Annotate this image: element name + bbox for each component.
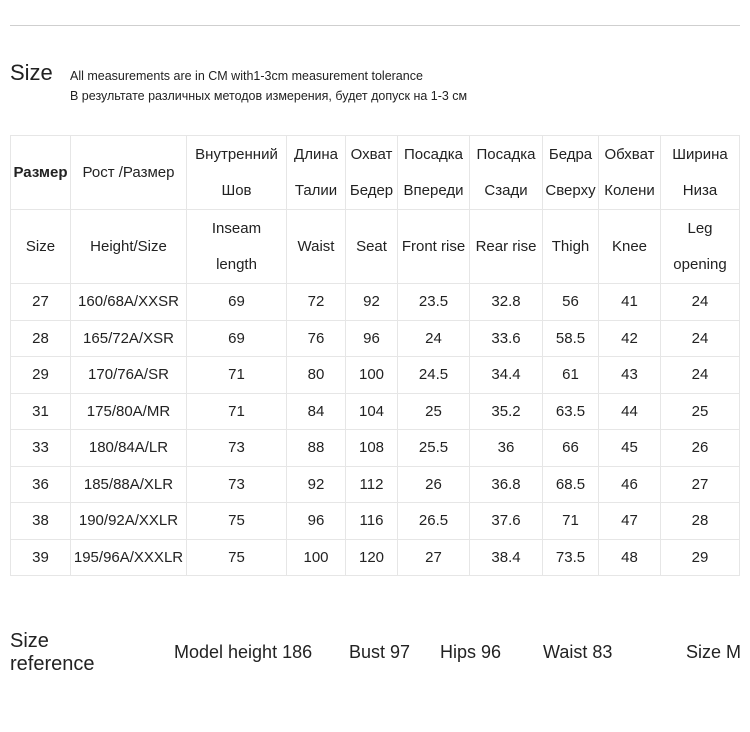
table-cell: 69 xyxy=(187,320,287,357)
table-cell: 44 xyxy=(599,393,661,430)
table-cell: 38.4 xyxy=(470,539,543,576)
table-cell: 28 xyxy=(11,320,71,357)
table-cell: 73 xyxy=(187,466,287,503)
header-cell: Размер xyxy=(11,136,71,210)
header-cell: Inseam length xyxy=(187,210,287,284)
table-cell: 36 xyxy=(470,430,543,467)
table-cell: 34.4 xyxy=(470,357,543,394)
table-cell: 35.2 xyxy=(470,393,543,430)
table-row xyxy=(11,430,740,467)
table-cell: 28 xyxy=(661,503,740,540)
table-cell: 96 xyxy=(287,503,346,540)
header-cell: Внутренний Шов xyxy=(187,136,287,210)
table-cell: 160/68A/XXSR xyxy=(71,284,187,321)
table-cell: 112 xyxy=(346,466,398,503)
table-cell: 43 xyxy=(599,357,661,394)
table-cell: 100 xyxy=(346,357,398,394)
table-row xyxy=(11,539,740,576)
table-cell: 26 xyxy=(661,430,740,467)
table-cell: 36.8 xyxy=(470,466,543,503)
table-cell: 37.6 xyxy=(470,503,543,540)
header-cell: Height/Size xyxy=(71,210,187,284)
table-cell: 71 xyxy=(187,357,287,394)
table-cell: 175/80A/MR xyxy=(71,393,187,430)
table-cell: 36 xyxy=(11,466,71,503)
table-cell: 72 xyxy=(287,284,346,321)
header-cell: Длина Талии xyxy=(287,136,346,210)
table-cell: 41 xyxy=(599,284,661,321)
table-row xyxy=(11,466,740,503)
header-cell: Rear rise xyxy=(470,210,543,284)
header-cell: Front rise xyxy=(398,210,470,284)
header-cell: Посадка Сзади xyxy=(470,136,543,210)
table-cell: 46 xyxy=(599,466,661,503)
page-title: Size xyxy=(10,60,53,85)
header-cell: Seat xyxy=(346,210,398,284)
header-cell: Leg opening xyxy=(661,210,740,284)
model-size: Size M xyxy=(686,642,742,662)
table-cell: 48 xyxy=(599,539,661,576)
table-cell: 66 xyxy=(543,430,599,467)
table-cell: 39 xyxy=(11,539,71,576)
header-cell: Size xyxy=(11,210,71,284)
table-cell: 73 xyxy=(187,430,287,467)
table-cell: 190/92A/XXLR xyxy=(71,503,187,540)
table-cell: 24 xyxy=(661,320,740,357)
table-cell: 45 xyxy=(599,430,661,467)
model-bust: Bust 97 xyxy=(349,642,411,662)
table-row xyxy=(11,320,740,357)
header-cell: Knee xyxy=(599,210,661,284)
header-cell: Обхват Колени xyxy=(599,136,661,210)
model-waist: Waist 83 xyxy=(543,642,613,662)
header-cell: Waist xyxy=(287,210,346,284)
table-cell: 26.5 xyxy=(398,503,470,540)
table-cell: 27 xyxy=(11,284,71,321)
table-cell: 108 xyxy=(346,430,398,467)
table-cell: 68.5 xyxy=(543,466,599,503)
table-cell: 33 xyxy=(11,430,71,467)
model-hips: Hips 96 xyxy=(440,642,502,662)
header-cell: Рост /Размер xyxy=(71,136,187,210)
table-cell: 92 xyxy=(346,284,398,321)
table-cell: 31 xyxy=(11,393,71,430)
table-cell: 25 xyxy=(398,393,470,430)
table-cell: 71 xyxy=(187,393,287,430)
table-cell: 116 xyxy=(346,503,398,540)
table-cell: 25 xyxy=(661,393,740,430)
table-cell: 61 xyxy=(543,357,599,394)
table-cell: 24 xyxy=(661,357,740,394)
table-cell: 75 xyxy=(187,539,287,576)
table-cell: 32.8 xyxy=(470,284,543,321)
table-cell: 24 xyxy=(398,320,470,357)
table-cell: 84 xyxy=(287,393,346,430)
tolerance-note-ru: В результате различных методов измерения, будет допуск на 1-3 см xyxy=(70,89,468,103)
table-cell: 26 xyxy=(398,466,470,503)
table-cell: 185/88A/XLR xyxy=(71,466,187,503)
table-cell: 24 xyxy=(661,284,740,321)
table-row xyxy=(11,393,740,430)
table-cell: 29 xyxy=(661,539,740,576)
table-row xyxy=(11,284,740,321)
table-cell: 38 xyxy=(11,503,71,540)
table-cell: 170/76A/SR xyxy=(71,357,187,394)
table-cell: 56 xyxy=(543,284,599,321)
table-cell: 63.5 xyxy=(543,393,599,430)
table-cell: 24.5 xyxy=(398,357,470,394)
table-cell: 25.5 xyxy=(398,430,470,467)
table-cell: 29 xyxy=(11,357,71,394)
table-cell: 100 xyxy=(287,539,346,576)
table-cell: 104 xyxy=(346,393,398,430)
table-cell: 92 xyxy=(287,466,346,503)
header-cell: Thigh xyxy=(543,210,599,284)
table-cell: 96 xyxy=(346,320,398,357)
table-cell: 88 xyxy=(287,430,346,467)
header-row-ru xyxy=(11,136,740,210)
tolerance-note-en: All measurements are in CM with1-3cm measurement tolerance xyxy=(70,69,423,83)
table-cell: 23.5 xyxy=(398,284,470,321)
table-cell: 180/84A/LR xyxy=(71,430,187,467)
table-cell: 73.5 xyxy=(543,539,599,576)
table-cell: 33.6 xyxy=(470,320,543,357)
table-cell: 69 xyxy=(187,284,287,321)
model-height: Model height 186 xyxy=(174,642,313,662)
table-cell: 27 xyxy=(661,466,740,503)
table-cell: 71 xyxy=(543,503,599,540)
table-cell: 165/72A/XSR xyxy=(71,320,187,357)
table-cell: 58.5 xyxy=(543,320,599,357)
table-cell: 47 xyxy=(599,503,661,540)
size-reference-label: Size reference xyxy=(10,630,95,675)
table-cell: 195/96A/XXXLR xyxy=(71,539,187,576)
header-cell: Ширина Низа xyxy=(661,136,740,210)
table-cell: 76 xyxy=(287,320,346,357)
table-cell: 75 xyxy=(187,503,287,540)
top-divider xyxy=(10,25,740,26)
table-row xyxy=(11,503,740,540)
header-cell: Охват Бедер xyxy=(346,136,398,210)
table-cell: 27 xyxy=(398,539,470,576)
table-cell: 120 xyxy=(346,539,398,576)
header-cell: Бедра Сверху xyxy=(543,136,599,210)
table-cell: 80 xyxy=(287,357,346,394)
size-chart-table xyxy=(10,135,740,576)
table-cell: 42 xyxy=(599,320,661,357)
header-row-en xyxy=(11,210,740,284)
table-row xyxy=(11,357,740,394)
header-cell: Посадка Впереди xyxy=(398,136,470,210)
